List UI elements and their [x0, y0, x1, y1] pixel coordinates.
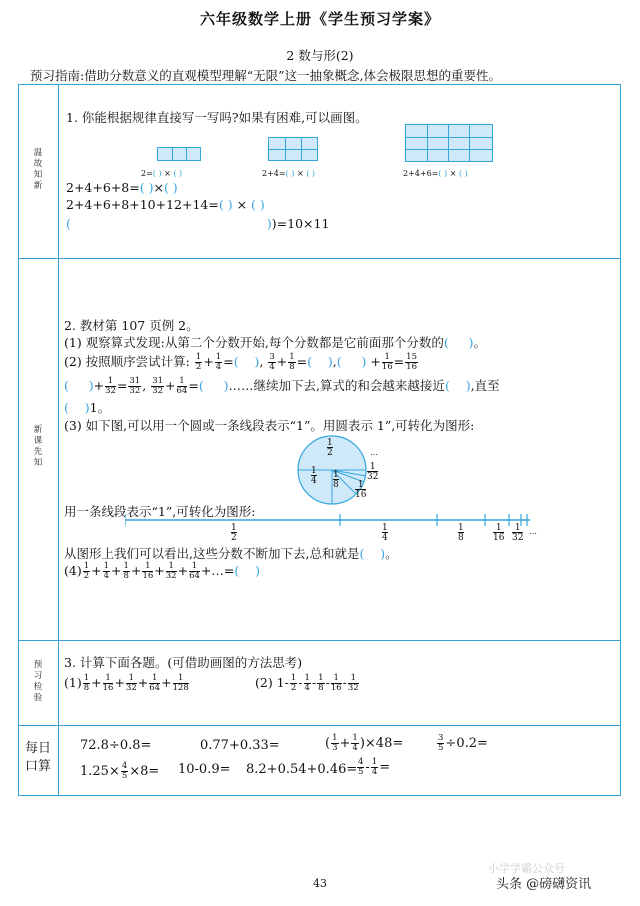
part-2-end: ( )1。	[64, 400, 111, 415]
segment-label-16: 1 16	[493, 523, 505, 543]
oral-1: 72.8÷0.8=	[80, 738, 152, 753]
circle-label-eighth: 1 8	[333, 470, 339, 490]
oral-3: ( $\frac{1}{3}$ + $\frac{1}{4}$ )×48=	[325, 733, 404, 753]
oral-5: 1.25× $\frac{4}{5}$ ×8=	[80, 761, 160, 781]
circle-label-16: 1 16	[355, 480, 367, 500]
circle-label-32: 1 32	[367, 462, 379, 482]
segment-label-quarter: 1 4	[382, 523, 388, 543]
review-line-3: ( ))=10×11	[66, 216, 330, 231]
part-2-continued: ( )+ $\frac{1}{32}$ = $\frac{31}{32}$ , $\frac{31}{32}$ + $\frac{1}{64}$ =( )……继续加下去,算式的和会越来越接近( ),直至	[64, 376, 500, 396]
part-4: (4) $\frac{1}{2}$ + $\frac{1}{4}$ + $\frac{1}{8}$ + $\frac{1}{16}$ + $\frac{1}{32}$ + $\frac{1}{64}$ +…=( )	[64, 561, 260, 581]
section-label-check: 预 习 检 验	[33, 660, 43, 703]
row-divider-2	[18, 640, 621, 641]
segment-ellipsis: …	[529, 527, 537, 536]
check-item-2: (2) 1- $\frac{1}{2}$ - $\frac{1}{4}$ - $\frac{1}{8}$ - $\frac{1}{16}$ - $\frac{1}{32}$	[255, 673, 359, 693]
circle-label-quarter: 1 4	[311, 466, 317, 486]
question-3: 3. 计算下面各题。(可借助画图的方法思考)	[64, 655, 303, 670]
row-divider-1	[18, 258, 621, 259]
grid-diagram-2	[268, 137, 318, 161]
oral-6: 10-0.9=	[178, 762, 231, 777]
circle-ellipsis: …	[370, 448, 378, 457]
grid-caption-3: 2+4+6=( ) × ( )	[403, 169, 468, 178]
preview-guide: 预习指南:借助分数意义的直观模型理解“无限”这一抽象概念,体会极限思想的重要性。	[30, 68, 501, 83]
page-title: 六年级数学上册《学生预习学案》	[199, 10, 440, 28]
oral-2: 0.77+0.33=	[200, 738, 280, 753]
watermark-faint: 小学学霸公众号	[488, 862, 565, 875]
label-column-divider	[58, 84, 59, 796]
question-2: 2. 教材第 107 页例 2。	[64, 318, 199, 333]
segment-text: 用一条线段表示“1”,可转化为图形:	[64, 504, 256, 519]
segment-label-half: 1 2	[231, 523, 237, 543]
review-line-2: 2+4+6+8+10+12+14=( ) × ( )	[66, 197, 265, 212]
oral-8: $\frac{4}{5}$ - $\frac{1}{4}$ =	[358, 757, 391, 777]
oral-4: $\frac{3}{5}$ ÷0.2=	[438, 733, 488, 753]
part-3: (3) 如下图,可以用一个圆或一条线段表示“1”。用圆表示 1”,可转化为图形:	[64, 418, 475, 433]
grid-caption-1: 2=( ) × ( )	[141, 169, 183, 178]
segment-diagram	[125, 514, 545, 526]
check-item-1: (1) $\frac{1}{8}$ + $\frac{1}{16}$ + $\frac{1}{32}$ + $\frac{1}{64}$ + $\frac{1}{128}$	[64, 673, 189, 693]
grid-caption-2: 2+4=( ) × ( )	[262, 169, 315, 178]
oral-7: 8.2+0.54+0.46=	[246, 762, 358, 777]
circle-label-half: 1 2	[327, 438, 333, 458]
lesson-subtitle: 2 数与形(2)	[286, 48, 354, 63]
review-line-1: 2+4+6+8=( )×( )	[66, 180, 178, 195]
grid-diagram-1	[157, 147, 201, 161]
part-2: (2) 按照顺序尝试计算: $\frac{1}{2}$ + $\frac{1}{4}$ =( ), $\frac{3}{4}$ + $\frac{1}{8}$ =( ),( ) + $\frac{1}{16}$ = $\frac{15}{16}$	[64, 352, 417, 372]
row-divider-3	[18, 725, 621, 726]
page-number: 43	[313, 877, 327, 890]
section-label-review: 温 故 知 新	[33, 148, 43, 191]
segment-label-eighth: 1 8	[458, 523, 464, 543]
conclusion: 从图形上我们可以看出,这些分数不断加下去,总和就是( )。	[64, 546, 398, 561]
grid-diagram-3	[405, 124, 493, 162]
section-label-oral: 每日 口算	[24, 741, 51, 774]
watermark: 头条 @磅礴资讯	[496, 877, 592, 892]
part-1: (1) 观察算式发现:从第二个分数开始,每个分数都是它前面那个分数的( )。	[64, 335, 487, 350]
segment-label-32: 1 32	[512, 523, 524, 543]
question-1: 1. 你能根据规律直接写一写吗?如果有困难,可以画图。	[66, 110, 368, 125]
section-label-new: 新 课 先 知	[33, 425, 43, 468]
